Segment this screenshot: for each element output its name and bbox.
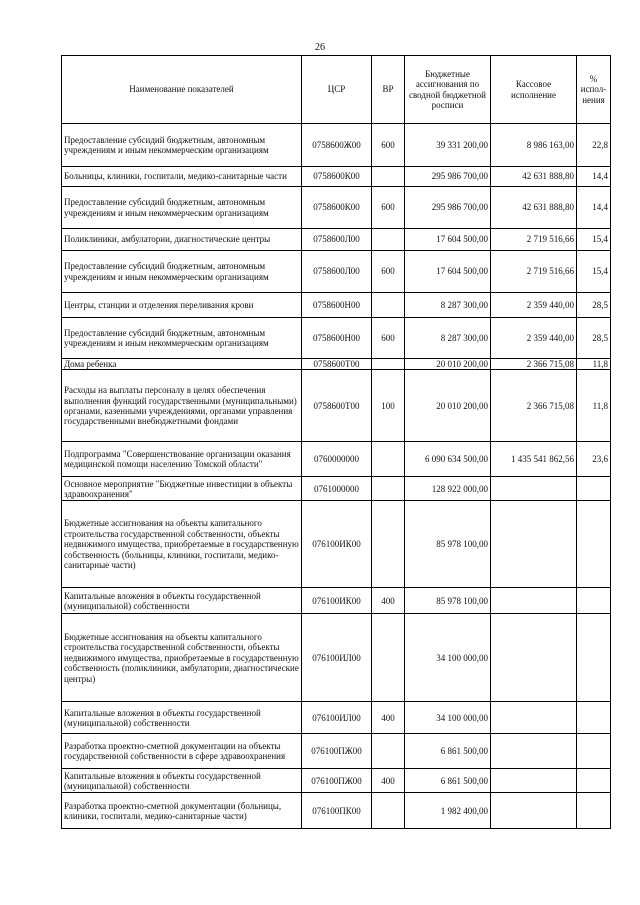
row-assigned: 85 978 100,00	[405, 501, 491, 588]
row-cash: 2 359 440,00	[491, 318, 577, 359]
row-assigned: 128 922 000,00	[405, 477, 491, 501]
row-csr: 0758600Т00	[302, 370, 372, 442]
header-name: Наименование показателей	[62, 56, 302, 124]
row-pct: 23,6	[577, 442, 611, 477]
table-row	[62, 370, 611, 442]
row-cash	[491, 769, 577, 793]
row-name: Предоставление субсидий бюджетным, автономным учреждениям и иным некоммерческим организациям	[62, 318, 302, 359]
table-row	[62, 187, 611, 229]
row-cash	[491, 477, 577, 501]
table-row	[62, 229, 611, 251]
header-pct: % испол-нения	[577, 56, 611, 124]
row-csr: 0758600Л00	[302, 251, 372, 293]
row-vr: 400	[372, 702, 405, 734]
row-pct: 11,8	[577, 359, 611, 370]
row-pct	[577, 734, 611, 769]
row-cash: 2 366 715,08	[491, 370, 577, 442]
table-row	[62, 501, 611, 588]
row-assigned: 39 331 200,00	[405, 124, 491, 167]
row-pct	[577, 588, 611, 614]
row-assigned: 295 986 700,00	[405, 167, 491, 187]
row-assigned: 34 100 000,00	[405, 614, 491, 702]
row-name: Предоставление субсидий бюджетным, автономным учреждениям и иным некоммерческим организациям	[62, 187, 302, 229]
row-assigned: 17 604 500,00	[405, 251, 491, 293]
row-name: Бюджетные ассигнования на объекты капитального строительства государственной собственности, объекты недвижимого имущества, приобретаемые в государственную собственность (больницы, клиники, госпитали, медико-санитарные части)	[62, 501, 302, 588]
row-cash: 2 719 516,66	[491, 251, 577, 293]
row-vr	[372, 229, 405, 251]
row-vr	[372, 293, 405, 318]
page-number: 26	[315, 42, 325, 53]
row-cash: 2 719 516,66	[491, 229, 577, 251]
row-cash: 1 435 541 862,56	[491, 442, 577, 477]
row-pct: 14,4	[577, 187, 611, 229]
row-assigned: 20 010 200,00	[405, 359, 491, 370]
row-assigned: 20 010 200,00	[405, 370, 491, 442]
row-name: Разработка проектно-сметной документации на объекты государственной собственности в сфере здравоохранения	[62, 734, 302, 769]
table-row	[62, 442, 611, 477]
row-vr	[372, 359, 405, 370]
row-vr: 600	[372, 251, 405, 293]
row-name: Предоставление субсидий бюджетным, автономным учреждениям и иным некоммерческим организациям	[62, 124, 302, 167]
table-row	[62, 588, 611, 614]
row-assigned: 6 861 500,00	[405, 769, 491, 793]
table-row	[62, 359, 611, 370]
row-name: Расходы на выплаты персоналу в целях обеспечения выполнения функций государственными (муниципальными) органами, казенными учреждениями, органами управления государственными внебюджетными фондами	[62, 370, 302, 442]
row-assigned: 17 604 500,00	[405, 229, 491, 251]
row-vr	[372, 167, 405, 187]
row-vr: 100	[372, 370, 405, 442]
row-vr: 600	[372, 318, 405, 359]
row-cash	[491, 588, 577, 614]
table-row	[62, 734, 611, 769]
row-name: Больницы, клиники, госпитали, медико-санитарные части	[62, 167, 302, 187]
table-row	[62, 793, 611, 829]
row-csr: 0758600Ж00	[302, 124, 372, 167]
row-pct: 15,4	[577, 229, 611, 251]
table-row	[62, 251, 611, 293]
row-csr: 076100ИК00	[302, 501, 372, 588]
row-name: Предоставление субсидий бюджетным, автономным учреждениям и иным некоммерческим организациям	[62, 251, 302, 293]
row-vr: 600	[372, 187, 405, 229]
row-pct	[577, 769, 611, 793]
row-vr	[372, 442, 405, 477]
row-name: Бюджетные ассигнования на объекты капитального строительства государственной собственности, объекты недвижимого имущества, приобретаемые в государственную собственность (поликлиники, амбулатории, диагностические центры)	[62, 614, 302, 702]
table-row	[62, 614, 611, 702]
row-assigned: 8 287 300,00	[405, 318, 491, 359]
row-cash: 2 366 715,08	[491, 359, 577, 370]
table-row	[62, 477, 611, 501]
row-cash: 2 359 440,00	[491, 293, 577, 318]
row-name: Капитальные вложения в объекты государственной (муниципальной) собственности	[62, 769, 302, 793]
row-csr: 076100ИК00	[302, 588, 372, 614]
row-pct: 15,4	[577, 251, 611, 293]
row-name: Капитальные вложения в объекты государственной (муниципальной) собственности	[62, 702, 302, 734]
header-cash: Кассовое исполнение	[491, 56, 577, 124]
row-pct	[577, 477, 611, 501]
row-cash	[491, 702, 577, 734]
row-pct	[577, 501, 611, 588]
table-row	[62, 318, 611, 359]
row-vr	[372, 477, 405, 501]
table-row	[62, 769, 611, 793]
row-csr: 076100ПЖ00	[302, 734, 372, 769]
row-csr: 0758600Л00	[302, 229, 372, 251]
row-csr: 0760000000	[302, 442, 372, 477]
row-cash	[491, 793, 577, 829]
row-vr	[372, 734, 405, 769]
row-name: Поликлиники, амбулатории, диагностические центры	[62, 229, 302, 251]
row-cash: 8 986 163,00	[491, 124, 577, 167]
row-csr: 076100ИЛ00	[302, 702, 372, 734]
row-pct	[577, 702, 611, 734]
row-name: Подпрограмма "Совершенствование организации оказания медицинской помощи населению Томской области"	[62, 442, 302, 477]
table-row	[62, 167, 611, 187]
table-row	[62, 124, 611, 167]
row-csr: 0758600К00	[302, 167, 372, 187]
row-pct: 22,8	[577, 124, 611, 167]
row-assigned: 34 100 000,00	[405, 702, 491, 734]
row-csr: 076100ПЖ00	[302, 769, 372, 793]
row-pct	[577, 793, 611, 829]
header-row	[62, 56, 611, 124]
row-vr	[372, 501, 405, 588]
row-assigned: 6 861 500,00	[405, 734, 491, 769]
row-cash	[491, 734, 577, 769]
row-cash	[491, 501, 577, 588]
budget-table	[61, 55, 611, 829]
row-name: Основное мероприятие "Бюджетные инвестиции в объекты здравоохранения"	[62, 477, 302, 501]
row-pct: 11,8	[577, 370, 611, 442]
row-cash	[491, 614, 577, 702]
header-vr: ВР	[372, 56, 405, 124]
row-vr	[372, 793, 405, 829]
header-assigned: Бюджетные ассигнования по сводной бюджетной росписи	[405, 56, 491, 124]
row-vr	[372, 614, 405, 702]
table-row	[62, 293, 611, 318]
row-csr: 0761000000	[302, 477, 372, 501]
row-vr: 400	[372, 588, 405, 614]
row-name: Центры, станции и отделения переливания крови	[62, 293, 302, 318]
table-row	[62, 702, 611, 734]
row-pct: 28,5	[577, 318, 611, 359]
row-csr: 0758600Н00	[302, 293, 372, 318]
row-name: Дома ребенка	[62, 359, 302, 370]
row-assigned: 1 982 400,00	[405, 793, 491, 829]
row-assigned: 85 978 100,00	[405, 588, 491, 614]
row-csr: 076100ПК00	[302, 793, 372, 829]
header-csr: ЦСР	[302, 56, 372, 124]
row-name: Капитальные вложения в объекты государственной (муниципальной) собственности	[62, 588, 302, 614]
row-assigned: 8 287 300,00	[405, 293, 491, 318]
row-pct: 28,5	[577, 293, 611, 318]
row-assigned: 295 986 700,00	[405, 187, 491, 229]
row-cash: 42 631 888,80	[491, 187, 577, 229]
row-name: Разработка проектно-сметной документации (больницы, клиники, госпитали, медико-санитарные части)	[62, 793, 302, 829]
row-vr: 400	[372, 769, 405, 793]
row-cash: 42 631 888,80	[491, 167, 577, 187]
row-pct	[577, 614, 611, 702]
row-csr: 0758600Т00	[302, 359, 372, 370]
row-vr: 600	[372, 124, 405, 167]
row-assigned: 6 090 634 500,00	[405, 442, 491, 477]
row-csr: 0758600К00	[302, 187, 372, 229]
row-csr: 076100ИЛ00	[302, 614, 372, 702]
row-csr: 0758600Н00	[302, 318, 372, 359]
row-pct: 14,4	[577, 167, 611, 187]
